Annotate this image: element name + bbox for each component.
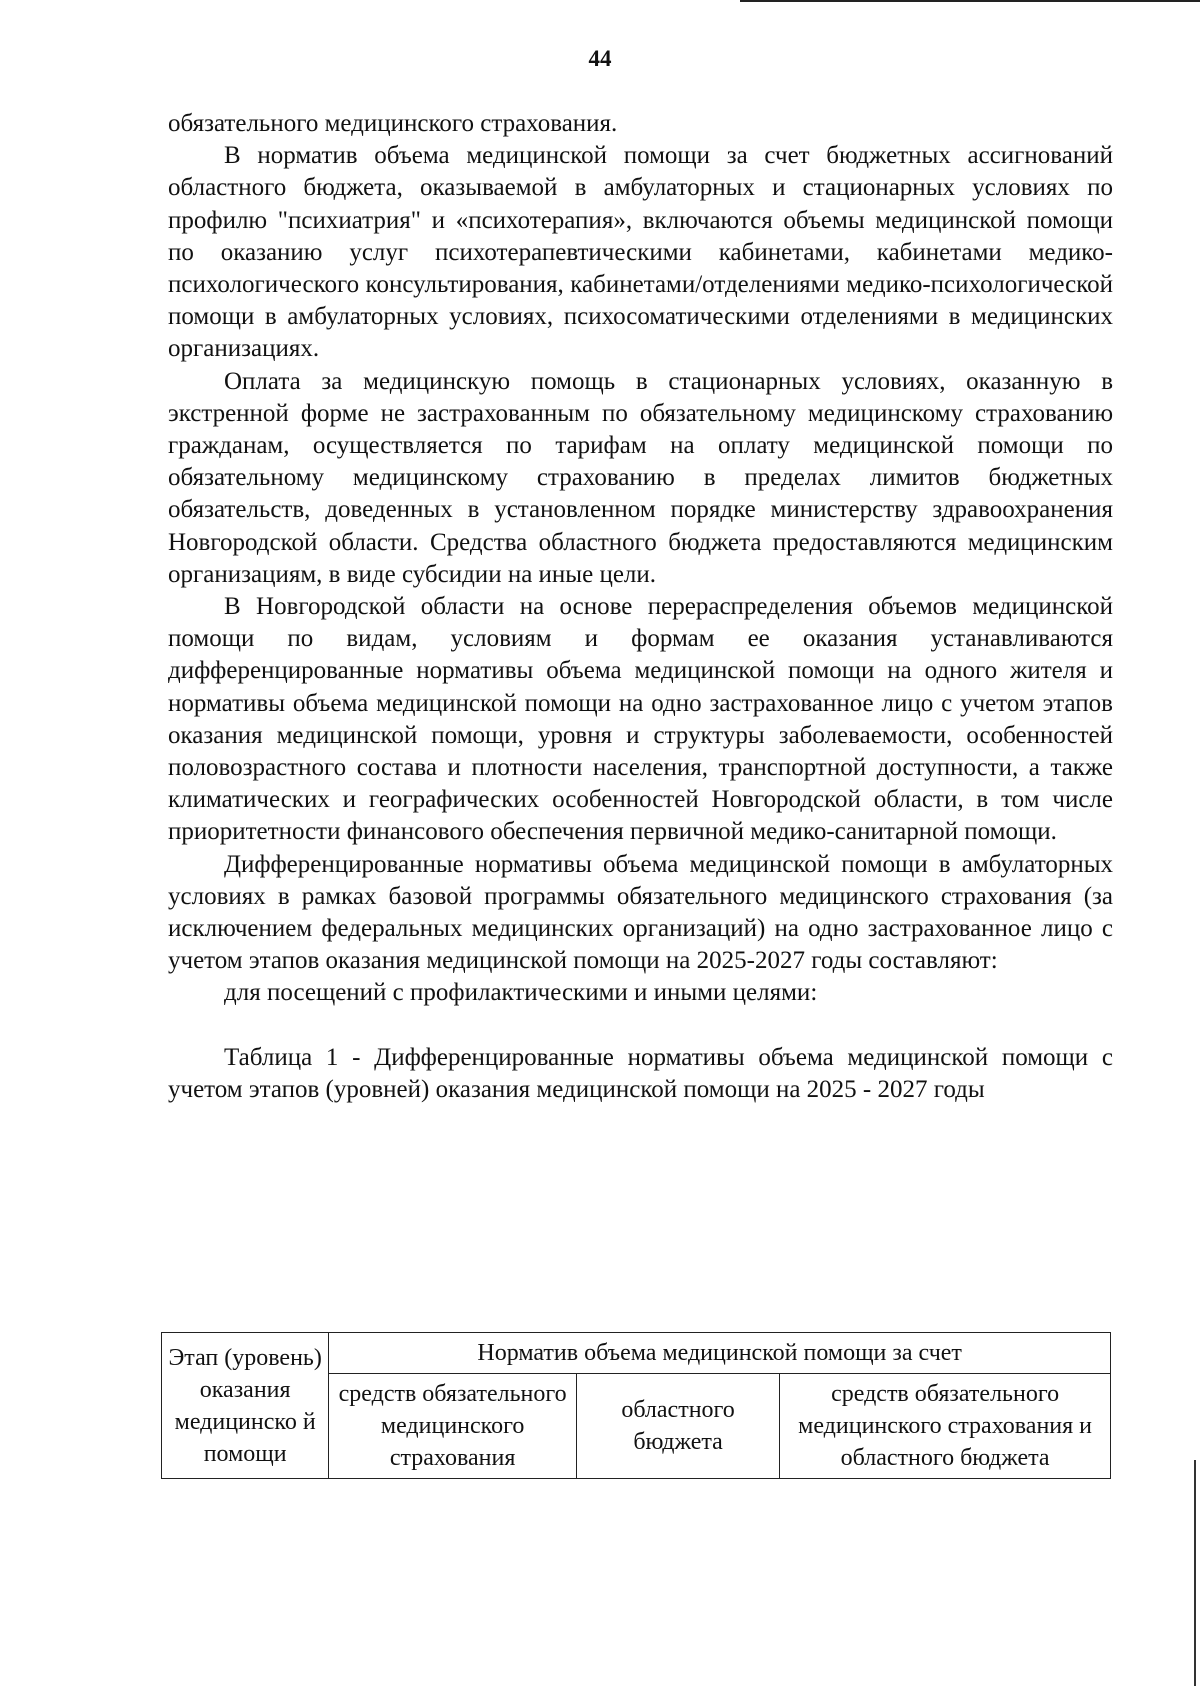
page-number: 44 (588, 46, 612, 71)
paragraph: для посещений с профилактическими и иными целями: (224, 979, 818, 1007)
table-header-stage: Этап (уровень) оказания медицинско й помощи (162, 1333, 329, 1479)
paragraph: В норматив объема медицинской помощи за счет бюджетных ассигнований областного бюджета, оказываемой в амбулаторных и стационарных условиях по профилю "психиатрия" и «психотерапия», включаются объемы медицинской помощи по оказанию услуг психотерапевтическими кабинетами, кабинетами медико-психологического консультирования, кабинетами/отделениями медико-психологической помощи в амбулаторных условиях, психосоматическими отделениями в медицинских организациях. (168, 142, 1113, 363)
table-subheader-regional-budget: областного бюджета (576, 1374, 779, 1479)
paragraph-continuation: обязательного медицинского страхования. (168, 110, 618, 137)
norms-table (161, 1332, 1111, 1479)
table-subheader-oms: средств обязательного медицинского страхования (329, 1374, 577, 1479)
paragraph: Оплата за медицинскую помощь в стационарных условиях, оказанную в экстренной форме не застрахованным по обязательному медицинскому страхованию гражданам, осуществляется по тарифам на оплату медицинской помощи по обязательному медицинскому страхованию в пределах лимитов бюджетных обязательств, доведенных в установленном порядке министерству здравоохранения Новгородской области. Средства областного бюджета предоставляются медицинским организациям, в виде субсидии на иные цели. (168, 367, 1113, 588)
table-subheader-combined: средств обязательного медицинского страхования и областного бюджета (780, 1374, 1111, 1479)
table-caption: Таблица 1 - Дифференцированные нормативы объема медицинской помощи с учетом этапов (уровней) оказания медицинской помощи на 2025 - 2027 годы (168, 1043, 1113, 1103)
paragraph: В Новгородской области на основе перераспределения объемов медицинской помощи по видам, условиям и формам ее оказания устанавливаются дифференцированные нормативы объема медицинской помощи на одного жителя и нормативы объема медицинской помощи на одно застрахованное лицо с учетом этапов оказания медицинской помощи, уровня и структуры заболеваемости, особенностей половозрастного состава и плотности населения, транспортной доступности, а также климатических и географических особенностей Новгородской области, в том числе приоритетности финансового обеспечения первичной медико-санитарной помощи. (168, 593, 1113, 846)
table-header-group: Норматив объема медицинской помощи за счет (329, 1333, 1111, 1374)
scan-artifact-right (1194, 1460, 1196, 1686)
scan-artifact-top (740, 0, 1200, 2)
document-body (168, 108, 1113, 1106)
paragraph: Дифференцированные нормативы объема медицинской помощи в амбулаторных условиях в рамках базовой программы обязательного медицинского страхования (за исключением федеральных медицинских организаций) на одно застрахованное лицо с учетом этапов оказания медицинской помощи на 2025-2027 годы составляют: (168, 850, 1113, 975)
table-header-row (162, 1333, 1111, 1374)
